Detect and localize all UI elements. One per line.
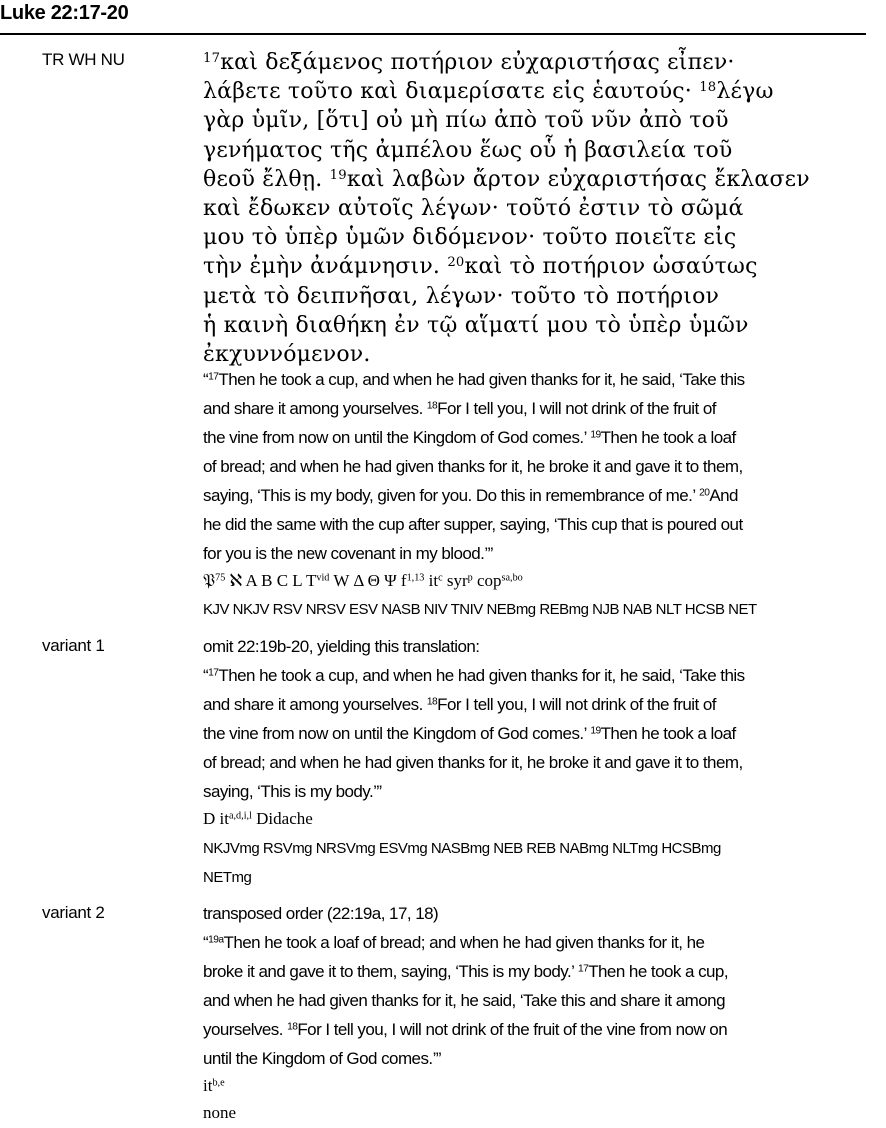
verse-number: 17 xyxy=(577,963,589,975)
variant-2-versions: none xyxy=(203,1103,237,1122)
witness-sup: vid xyxy=(316,572,330,584)
greek-text-run: τὴν ἐμὴν ἀνάμνησιν. xyxy=(203,254,448,280)
title-rule xyxy=(0,33,866,35)
verse-number: 18 xyxy=(426,400,438,412)
greek-line xyxy=(203,48,868,77)
translation-text-run: of bread; and when he had given thanks for it, he broke it and gave it to them, xyxy=(203,457,743,476)
translation-line xyxy=(203,661,868,690)
translation-text-run: Then he took a loaf of bread; and when he had given thanks for it, he xyxy=(223,933,705,952)
versions-line: NETmg xyxy=(203,869,252,886)
witness-text: ℵ A B C L T xyxy=(225,571,317,590)
translation-text-run: And xyxy=(709,486,738,505)
greek-line xyxy=(203,194,868,223)
entry-label-main: TR WH NU xyxy=(42,50,125,69)
verse-number: 18 xyxy=(426,696,438,708)
witness-text: it xyxy=(203,1076,213,1095)
translation-text-run: saying, ‘This is my body.’” xyxy=(203,782,382,801)
variant-1-witnesses xyxy=(203,809,868,829)
greek-text-run: λάβετε τοῦτο καὶ διαμερίσατε εἰς ἑαυτούς· xyxy=(203,79,700,105)
greek-line xyxy=(203,311,868,340)
translation-line xyxy=(203,986,868,1015)
translation-text-run: the vine from now on until the Kingdom of God comes.’ xyxy=(203,428,591,447)
witness-text: it xyxy=(424,571,439,590)
translation-text-run: the vine from now on until the Kingdom of God comes.’ xyxy=(203,724,591,743)
passage-title: Luke 22:17-20 xyxy=(0,2,129,24)
papyrus-siglum: 𝔓 xyxy=(203,571,216,590)
greek-text-run: λέγω xyxy=(716,79,774,105)
translation-line xyxy=(203,928,868,957)
witness-sup: a,d,i,l xyxy=(228,810,252,822)
main-witnesses xyxy=(203,571,868,591)
translation-line xyxy=(203,777,868,806)
witness-text: Didache xyxy=(251,809,313,828)
greek-line xyxy=(203,252,868,281)
translation-text-run: until the Kingdom of God comes.’” xyxy=(203,1049,441,1068)
verse-number: 17 xyxy=(203,50,221,66)
main-versions: KJV NKJV RSV NRSV ESV NASB NIV TNIV NEBmg REBmg NJB NAB NLT HCSB NET xyxy=(203,601,757,618)
greek-text-run: καὶ λαβὼν ἄρτον εὐχαριστήσας ἔκλασεν xyxy=(346,166,810,192)
variant-2-heading xyxy=(203,899,868,928)
translation-text-run: For I tell you, I will not drink of the fruit of xyxy=(437,399,716,418)
verse-number: 18 xyxy=(287,1021,298,1033)
greek-text-run: ἐκχυννόμενον. xyxy=(203,342,371,368)
translation-line xyxy=(203,1015,868,1044)
witness-sup: b,e xyxy=(212,1077,225,1089)
entry-label-variant-1: variant 1 xyxy=(42,636,105,655)
translation-text-run: broke it and gave it to them, saying, ‘This is my body.’ xyxy=(203,962,578,981)
greek-text-run: μετὰ τὸ δειπνῆσαι, λέγων· τοῦτο τὸ ποτήριον xyxy=(203,283,720,309)
greek-line xyxy=(203,136,868,165)
greek-text-run: μου τὸ ὑπὲρ ὑμῶν διδόμενον· τοῦτο ποιεῖτε εἰς xyxy=(203,225,737,251)
greek-text-run: ἡ καινὴ διαθήκη ἐν τῷ αἵματί μου τὸ ὑπὲρ ὑμῶν xyxy=(203,312,749,338)
versions-line: NKJVmg RSVmg NRSVmg ESVmg NASBmg NEB REB NABmg NLTmg HCSBmg xyxy=(203,840,721,857)
translation-text-run: he did the same with the cup after supper, saying, ‘This cup that is poured out xyxy=(203,515,743,534)
greek-text-run: καὶ τὸ ποτήριον ὡσαύτως xyxy=(464,254,758,280)
witness-sup: 75 xyxy=(215,572,226,584)
translation-text-run: Then he took a loaf xyxy=(600,724,736,743)
verse-number: 19 xyxy=(590,429,601,441)
witness-text: syr xyxy=(442,571,468,590)
translation-line xyxy=(203,690,868,719)
translation-line xyxy=(203,539,868,568)
greek-text-run: καὶ δεξάμενος ποτήριον εὐχαριστήσας εἶπεν· xyxy=(220,50,735,75)
variant-1-heading xyxy=(203,632,868,661)
witness-sup: sa,bo xyxy=(501,572,523,584)
main-translation xyxy=(203,365,868,568)
greek-line xyxy=(203,282,868,311)
translation-line xyxy=(203,719,868,748)
greek-text-run: γὰρ ὑμῖν, [ὅτι] οὐ μὴ πίω ἀπὸ τοῦ νῦν ἀπὸ τοῦ xyxy=(203,108,729,134)
translation-line xyxy=(203,394,868,423)
translation-text-run: for you is the new covenant in my blood.’” xyxy=(203,544,493,563)
translation-text-run: “ xyxy=(203,370,209,389)
witness-sup: 1,13 xyxy=(406,572,425,584)
translation-line xyxy=(203,957,868,986)
variant-1-translation xyxy=(203,661,868,806)
translation-line xyxy=(203,423,868,452)
translation-line xyxy=(203,510,868,539)
greek-text-run: θεοῦ ἔλθῃ. xyxy=(203,166,330,192)
translation-text-run: and share it among yourselves. xyxy=(203,399,427,418)
variant-2-witnesses xyxy=(203,1076,868,1096)
translation-text-run: yourselves. xyxy=(203,1020,288,1039)
variant-heading: transposed order (22:19a, 17, 18) xyxy=(203,904,439,923)
translation-text-run: Then he took a cup, and when he had given thanks for it, he said, ‘Take this xyxy=(218,666,745,685)
witness-text: W Δ Θ Ψ f xyxy=(329,571,407,590)
translation-text-run: and when he had given thanks for it, he said, ‘Take this and share it among xyxy=(203,991,725,1010)
translation-text-run: saying, ‘This is my body, given for you. Do this in remembrance of me.’ xyxy=(203,486,700,505)
translation-line xyxy=(203,481,868,510)
variant-1-versions xyxy=(203,840,868,898)
greek-line xyxy=(203,106,868,135)
greek-text xyxy=(203,48,868,369)
translation-text-run: of bread; and when he had given thanks for it, he broke it and gave it to them, xyxy=(203,753,743,772)
greek-line xyxy=(203,165,868,194)
verse-number: 19 xyxy=(329,167,347,183)
translation-line xyxy=(203,452,868,481)
translation-text-run: Then he took a cup, xyxy=(588,962,729,981)
witness-sup: c xyxy=(438,572,443,584)
translation-text-run: “ xyxy=(203,933,209,952)
variant-2-translation xyxy=(203,928,868,1073)
translation-text-run: “ xyxy=(203,666,209,685)
verse-number: 17 xyxy=(208,371,219,383)
witness-text: D it xyxy=(203,809,229,828)
translation-line xyxy=(203,1044,868,1073)
translation-text-run: For I tell you, I will not drink of the fruit of the vine from now on xyxy=(297,1020,728,1039)
witness-text: cop xyxy=(472,571,502,590)
translation-text-run: For I tell you, I will not drink of the fruit of xyxy=(437,695,716,714)
verse-number: 19 xyxy=(590,725,601,737)
greek-text-run: γενήματος τῆς ἀμπέλου ἕως οὗ ἡ βασιλεία τοῦ xyxy=(203,137,733,163)
variant-heading: omit 22:19b-20, yielding this translation: xyxy=(203,637,480,656)
translation-text-run: Then he took a cup, and when he had given thanks for it, he said, ‘Take this xyxy=(218,370,745,389)
translation-line xyxy=(203,365,868,394)
greek-line xyxy=(203,77,868,106)
verse-number: 19a xyxy=(208,934,224,946)
translation-line xyxy=(203,748,868,777)
translation-text-run: Then he took a loaf xyxy=(600,428,736,447)
verse-number: 17 xyxy=(208,667,219,679)
translation-text-run: and share it among yourselves. xyxy=(203,695,427,714)
verse-number: 18 xyxy=(699,79,717,95)
greek-text-run: καὶ ἔδωκεν αὐτοῖς λέγων· τοῦτό ἐστιν τὸ σῶμά xyxy=(203,196,744,222)
witness-sup: p xyxy=(467,572,473,584)
verse-number: 20 xyxy=(699,487,710,499)
verse-number: 20 xyxy=(447,255,465,271)
entry-label-variant-2: variant 2 xyxy=(42,903,105,922)
greek-line xyxy=(203,223,868,252)
